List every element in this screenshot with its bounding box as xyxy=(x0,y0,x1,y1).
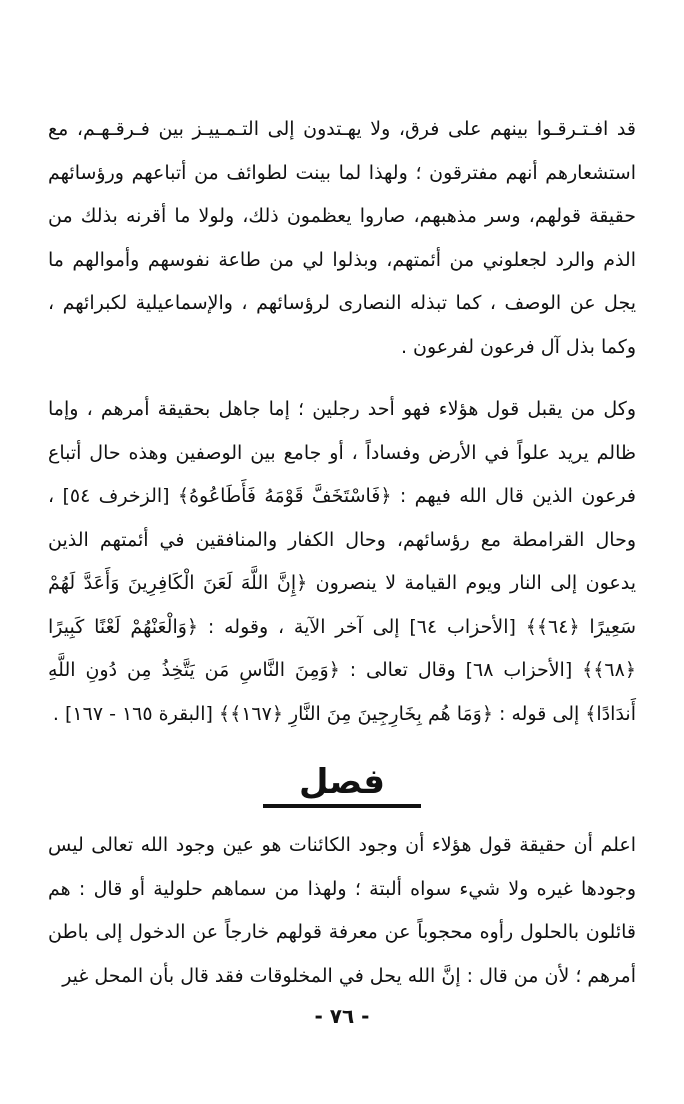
page-number: - ٧٦ - xyxy=(314,1004,370,1028)
paragraph-3: اعلم أن حقيقة قول هؤلاء أن وجود الكائنات هو عين وجود الله تعالى ليس وجودها غيره ولا شيء سواه ألبتة ؛ ولهذا من سماهم حلولية أو قال : هم قائلون بالحلول رأوه محجوباً عن معرفة قولهم خارجاً عن الدخول إلى باطن أمرهم ؛ لأن من قال : إنَّ الله يحل في المخلوقات فقد قال بأن المحل غير xyxy=(48,834,636,987)
section-heading-wrap xyxy=(48,762,636,814)
paragraph-2: وكل من يقبل قول هؤلاء فهو أحد رجلين ؛ إما جاهل بحقيقة أمرهم ، وإما ظالم يريد علواً في الأرض وفساداً ، أو جامع بين الوصفين وهذه حال أتباع فرعون الذين قال الله فيهم : ﴿فَاسْتَخَفَّ قَوْمَهُ فَأَطَاعُوهُ﴾ [الزخرف ٥٤] ، وحال القرامطة مع رؤسائهم، وحال الكفار والمنافقين في أئمتهم الذين يدعون إلى النار ويوم القيامة لا ينصرون ﴿إِنَّ اللَّهَ لَعَنَ الْكَافِرِينَ وَأَعَدَّ لَهُمْ سَعِيرًا ﴿٦٤﴾﴾ [الأحزاب ٦٤] إلى آخر الآية ، وقوله : ﴿وَالْعَنْهُمْ لَعْنًا كَبِيرًا ﴿٦٨﴾﴾ [الأحزاب ٦٨] وقال تعالى : ﴿وَمِنَ النَّاسِ مَن يَتَّخِذُ مِن دُونِ اللَّهِ أَندَادًا﴾ إلى قوله : ﴿وَمَا هُم بِخَارِجِينَ مِنَ النَّارِ ﴿١٦٧﴾﴾ [البقرة ١٦٥ - ١٦٧] . xyxy=(48,398,636,725)
page-body xyxy=(48,108,636,1068)
paragraph-gap xyxy=(48,369,636,388)
paragraph-1: قد افـتـرقـوا بينهم على فرق، ولا يهـتدون إلى التـمـييـز بين فـرقـهـم، مع استشعارهم أنهم مفترقون ؛ ولهذا لما بينت لطوائف من أتباعهم ورؤسائهم حقيقة قولهم، وسر مذهبهم، صاروا يعظمون ذلك، ولولا ما أقرنه بذلك من الذم والرد لجعلوني من أئمتهم، وبذلوا لي من طاعة نفوسهم وأموالهم ما يجل عن الوصف ، كما تبذله النصارى لرؤسائهم ، والإسماعيلية لكبرائهم ، وكما بذل آل فرعون لفرعون . xyxy=(48,118,636,358)
section-heading: فصل xyxy=(263,762,421,808)
